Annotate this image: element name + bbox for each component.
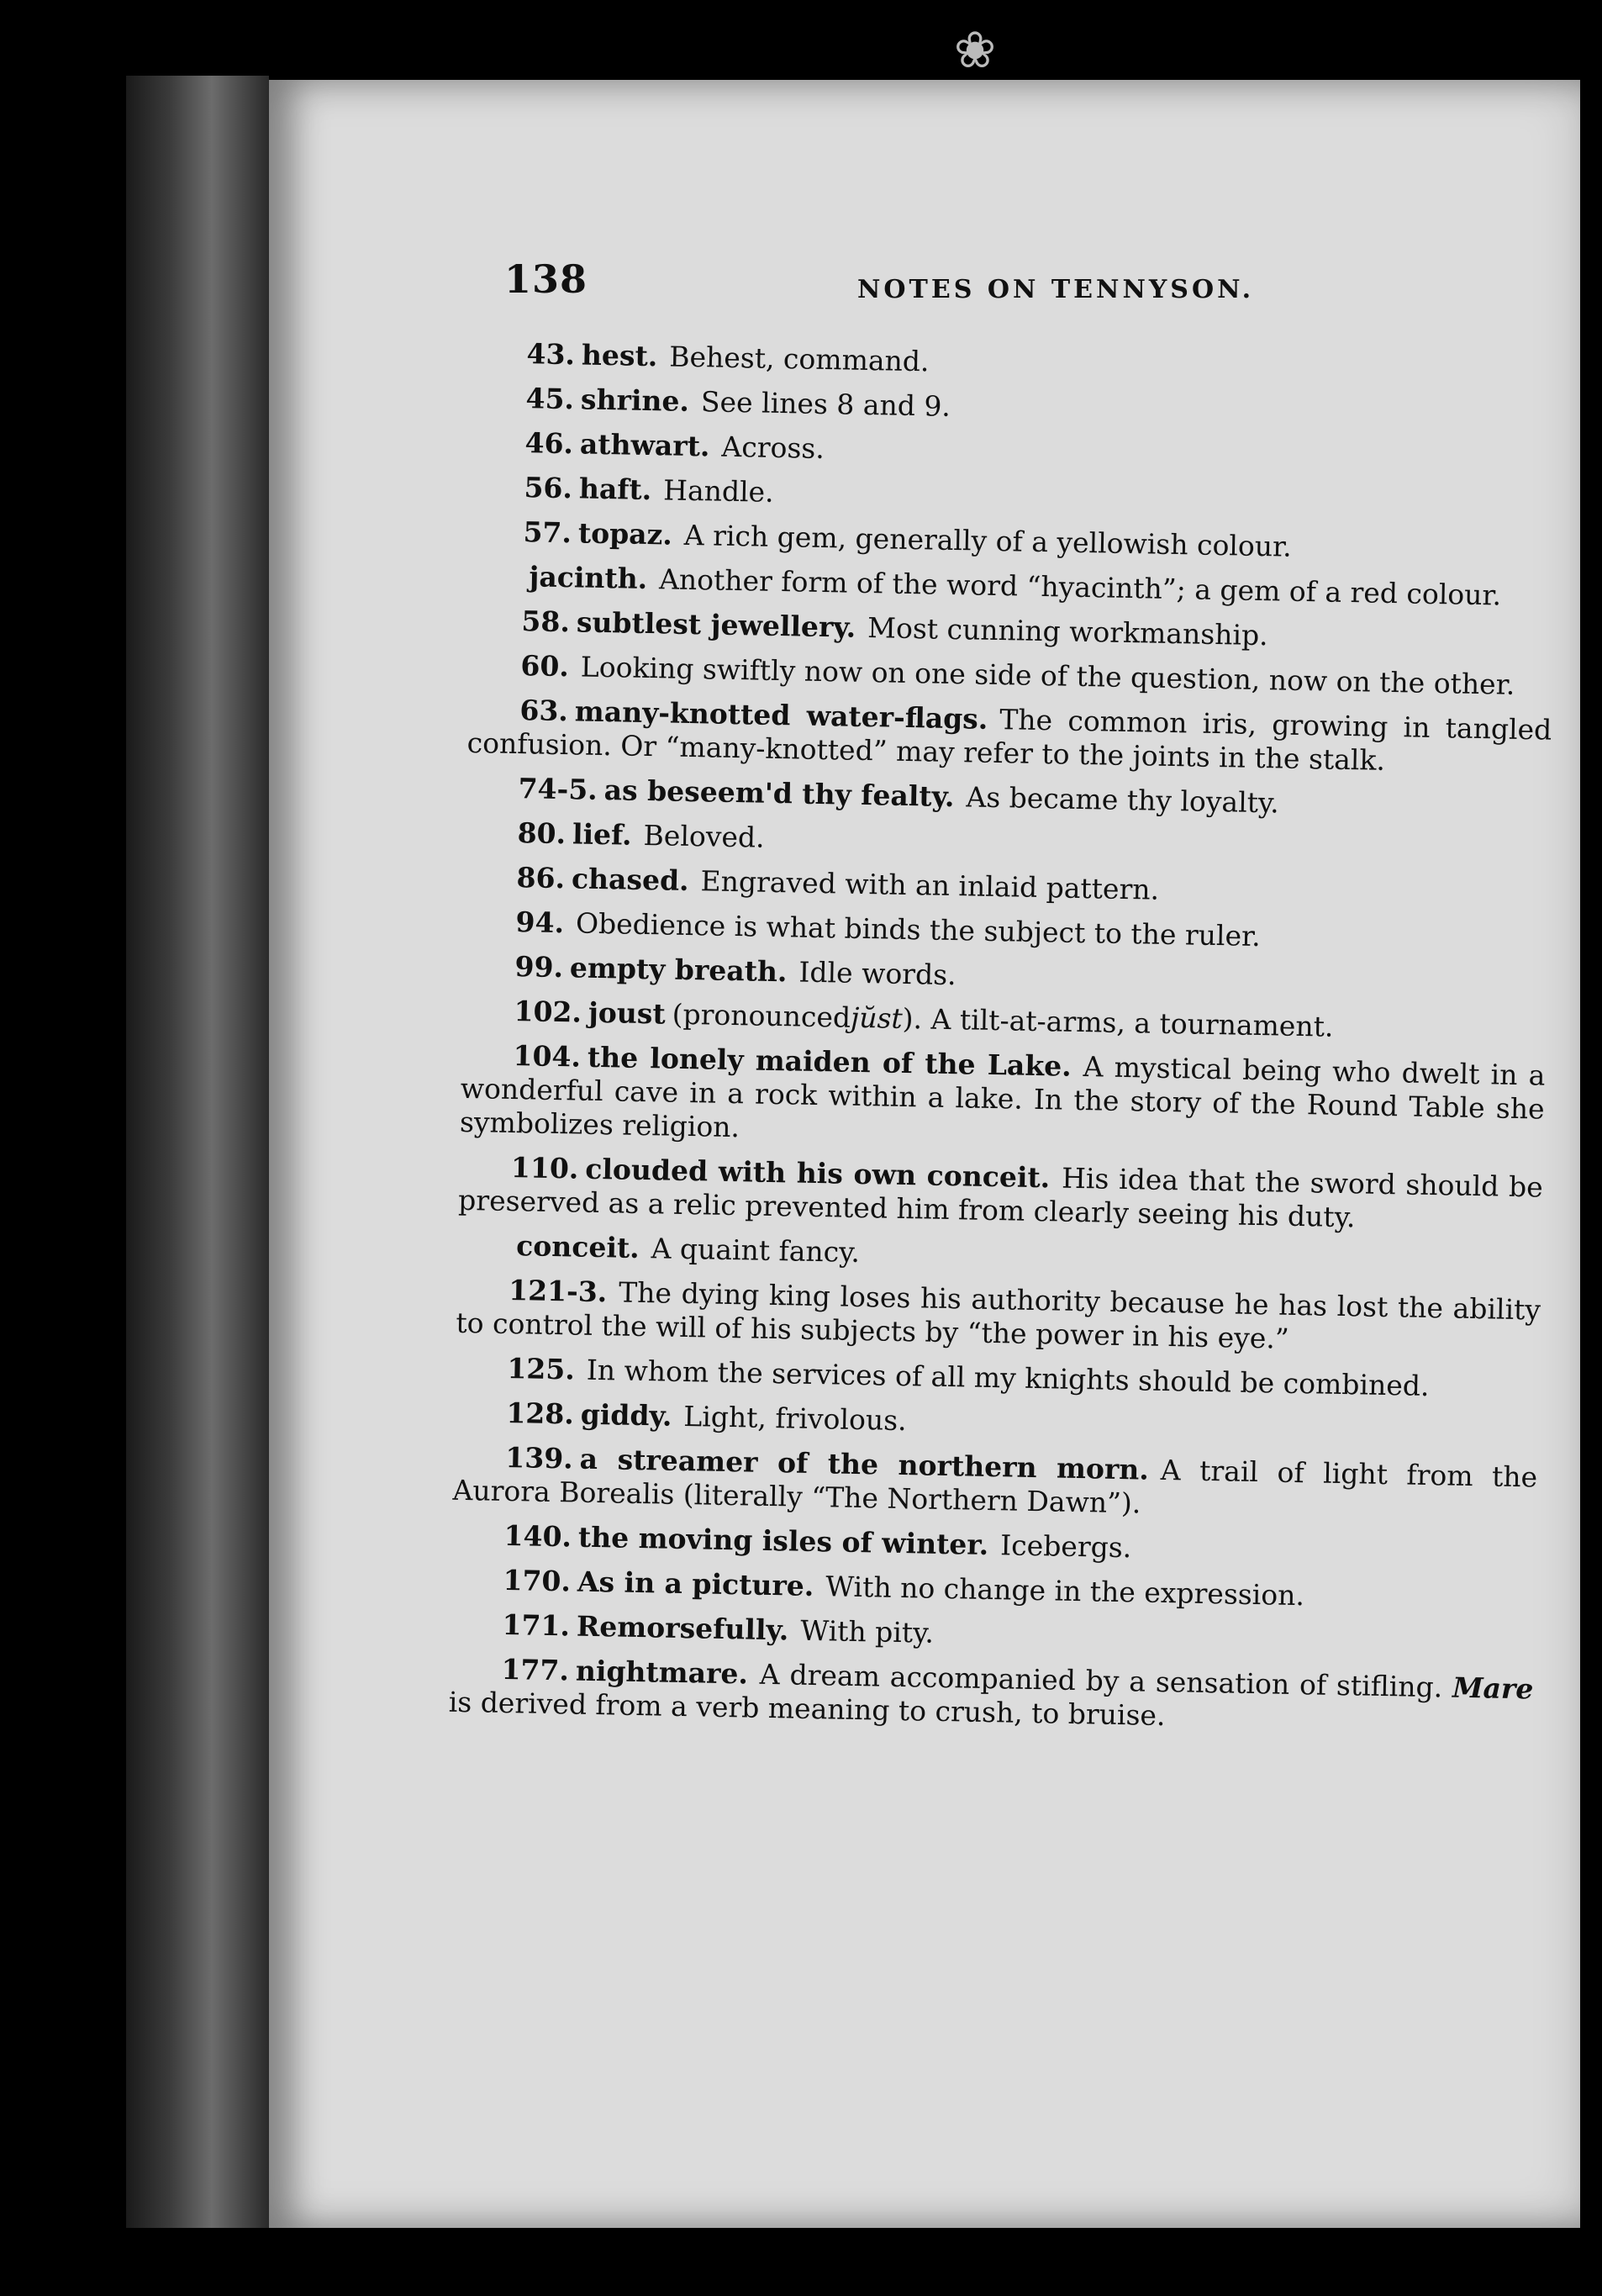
note-line-number: 86.	[516, 861, 566, 895]
note-definition: Light, frivolous.	[683, 1400, 907, 1438]
note-line-number: 171.	[502, 1607, 571, 1643]
note-line-number: 63.	[519, 694, 569, 728]
note-term: athwart.	[579, 427, 710, 463]
note-definition: See lines 8 and 9.	[700, 385, 951, 423]
note-line-number: 57.	[523, 515, 572, 550]
note-definition: With no change in the expression.	[825, 1570, 1305, 1612]
note-term: giddy.	[580, 1397, 672, 1433]
note-definition: Handle.	[662, 473, 775, 509]
note-entry	[450, 1607, 1535, 1662]
note-term: empty breath.	[569, 951, 788, 989]
note-term: Remorsefully.	[576, 1609, 789, 1647]
note-term: joust	[588, 995, 667, 1031]
note-line-number: 177.	[501, 1652, 570, 1687]
note-line-number: 121-3.	[508, 1273, 608, 1309]
note-definition: As became thy loyalty.	[966, 780, 1280, 820]
note-definition: A trail of light from the Aurora Borealis (literally “The Northern Dawn”).	[452, 1453, 1538, 1520]
note-line-number: 139.	[505, 1440, 574, 1475]
note-entry	[465, 815, 1550, 870]
note-term: the lonely maiden of the Lake.	[587, 1040, 1072, 1083]
note-italic-word: Mare	[1452, 1671, 1534, 1706]
note-definition: A dream accompanied by a sensation of stifling.	[759, 1657, 1443, 1704]
book-gutter	[126, 76, 269, 2228]
note-term: as beseem'd thy fealty.	[603, 773, 955, 814]
note-term: many-knotted water-flags.	[574, 694, 988, 736]
note-definition: The common iris, growing in tangled confusion. Or “many-knotted” may refer to the joints in the stalk.	[466, 703, 1552, 777]
note-entry	[451, 1563, 1536, 1618]
note-line-number: 58.	[521, 604, 571, 639]
note-term: subtlest jewellery.	[576, 605, 856, 644]
note-entry	[457, 1228, 1542, 1283]
note-term: clouded with his own conceit.	[585, 1152, 1051, 1195]
note-definition-prefix: (pronounced	[672, 997, 851, 1034]
note-line-number: 43.	[526, 337, 576, 372]
note-definition: Engraved with an inlaid pattern.	[700, 864, 1160, 906]
note-line-number: 104.	[513, 1039, 582, 1074]
note-pronunciation: jŭst	[850, 1000, 904, 1035]
note-entry	[451, 1518, 1536, 1573]
note-entry	[469, 604, 1554, 658]
note-term: the moving isles of winter.	[577, 1520, 989, 1561]
note-entry	[471, 515, 1556, 569]
note-line-number: 56.	[524, 471, 573, 505]
note-entry	[452, 1440, 1537, 1528]
note-entry	[463, 905, 1548, 959]
note-entry	[466, 693, 1552, 781]
note-line-number: 60.	[520, 649, 570, 684]
note-entry	[473, 381, 1558, 435]
note-entry	[455, 1351, 1540, 1406]
note-line-number: 46.	[524, 426, 574, 461]
note-line-number: 99.	[514, 950, 564, 984]
note-term: conceit.	[515, 1229, 640, 1264]
note-term: chased.	[571, 862, 690, 898]
note-entry	[461, 994, 1547, 1048]
page-number: 138	[504, 256, 588, 302]
note-line-number: 102.	[514, 995, 582, 1029]
page-header-title: NOTES ON TENNYSON.	[857, 275, 1255, 304]
note-line-number: 74-5.	[518, 772, 598, 806]
note-term: a streamer of the northern morn.	[579, 1442, 1150, 1486]
note-definition: Across.	[721, 430, 825, 466]
note-definition: A mystical being who dwelt in a wonderful cave in a rock within a lake. In the story of the Round Table she symbolizes religion.	[459, 1050, 1546, 1144]
note-term: jacinth.	[529, 560, 648, 595]
note-definition: Behest, command.	[668, 340, 930, 378]
note-term: shrine.	[580, 383, 690, 418]
note-term: hest.	[581, 338, 658, 373]
notes-list	[448, 336, 1559, 1750]
note-definition: The dying king loses his authority because he has lost the ability to control the will of his subjects by “the power in his eye.”	[456, 1275, 1541, 1355]
note-definition: Beloved.	[643, 818, 765, 854]
note-line-number: 110.	[510, 1151, 579, 1185]
note-definition-tail: is derived from a verb meaning to crush, to bruise.	[448, 1685, 1166, 1733]
note-definition: Icebergs.	[999, 1528, 1132, 1565]
note-term: nightmare.	[575, 1654, 749, 1691]
note-entry	[460, 1038, 1546, 1160]
scan-dust-mark: ❀	[953, 21, 997, 80]
note-definition: His idea that the sword should be preserved as a relic prevented him from clearly seeing his duty.	[457, 1161, 1544, 1234]
note-term: lief.	[572, 817, 633, 852]
note-entry	[454, 1396, 1539, 1450]
note-term: topaz.	[577, 516, 673, 552]
note-definition: Looking swiftly now on one side of the question, now on the other.	[580, 650, 1515, 701]
note-definition: A quaint fancy.	[651, 1232, 861, 1269]
note-line-number: 94.	[515, 905, 565, 940]
note-definition: ). A tilt-at-arms, a tournament.	[902, 1001, 1334, 1043]
note-entry	[472, 470, 1557, 525]
note-term: haft.	[578, 472, 652, 507]
note-entry	[468, 648, 1553, 703]
note-entry	[458, 1150, 1543, 1238]
note-entry	[470, 559, 1555, 614]
note-entry	[466, 771, 1551, 826]
note-line-number: 45.	[525, 382, 575, 416]
note-line-number: 80.	[517, 816, 566, 851]
note-entry	[472, 425, 1557, 480]
note-line-number: 125.	[507, 1351, 576, 1386]
note-definition: With pity.	[799, 1613, 935, 1649]
note-definition: Obedience is what binds the subject to the ruler.	[575, 906, 1262, 953]
note-entry	[448, 1652, 1533, 1740]
note-line-number: 140.	[503, 1518, 572, 1554]
note-definition: Idle words.	[798, 955, 956, 992]
note-entry	[462, 949, 1547, 1004]
note-entry	[456, 1273, 1541, 1361]
note-line-number: 170.	[503, 1563, 572, 1598]
note-definition: Another form of the word “hyacinth”; a gem of a red colour.	[658, 562, 1502, 612]
note-definition: A rich gem, generally of a yellowish colour.	[683, 518, 1293, 563]
note-definition: Most cunning workmanship.	[867, 611, 1269, 652]
note-line-number: 128.	[506, 1396, 575, 1431]
note-entry	[464, 860, 1549, 915]
running-head	[504, 256, 1563, 307]
note-definition: In whom the services of all my knights should be combined.	[586, 1353, 1430, 1403]
note-term: As in a picture.	[577, 1565, 814, 1603]
